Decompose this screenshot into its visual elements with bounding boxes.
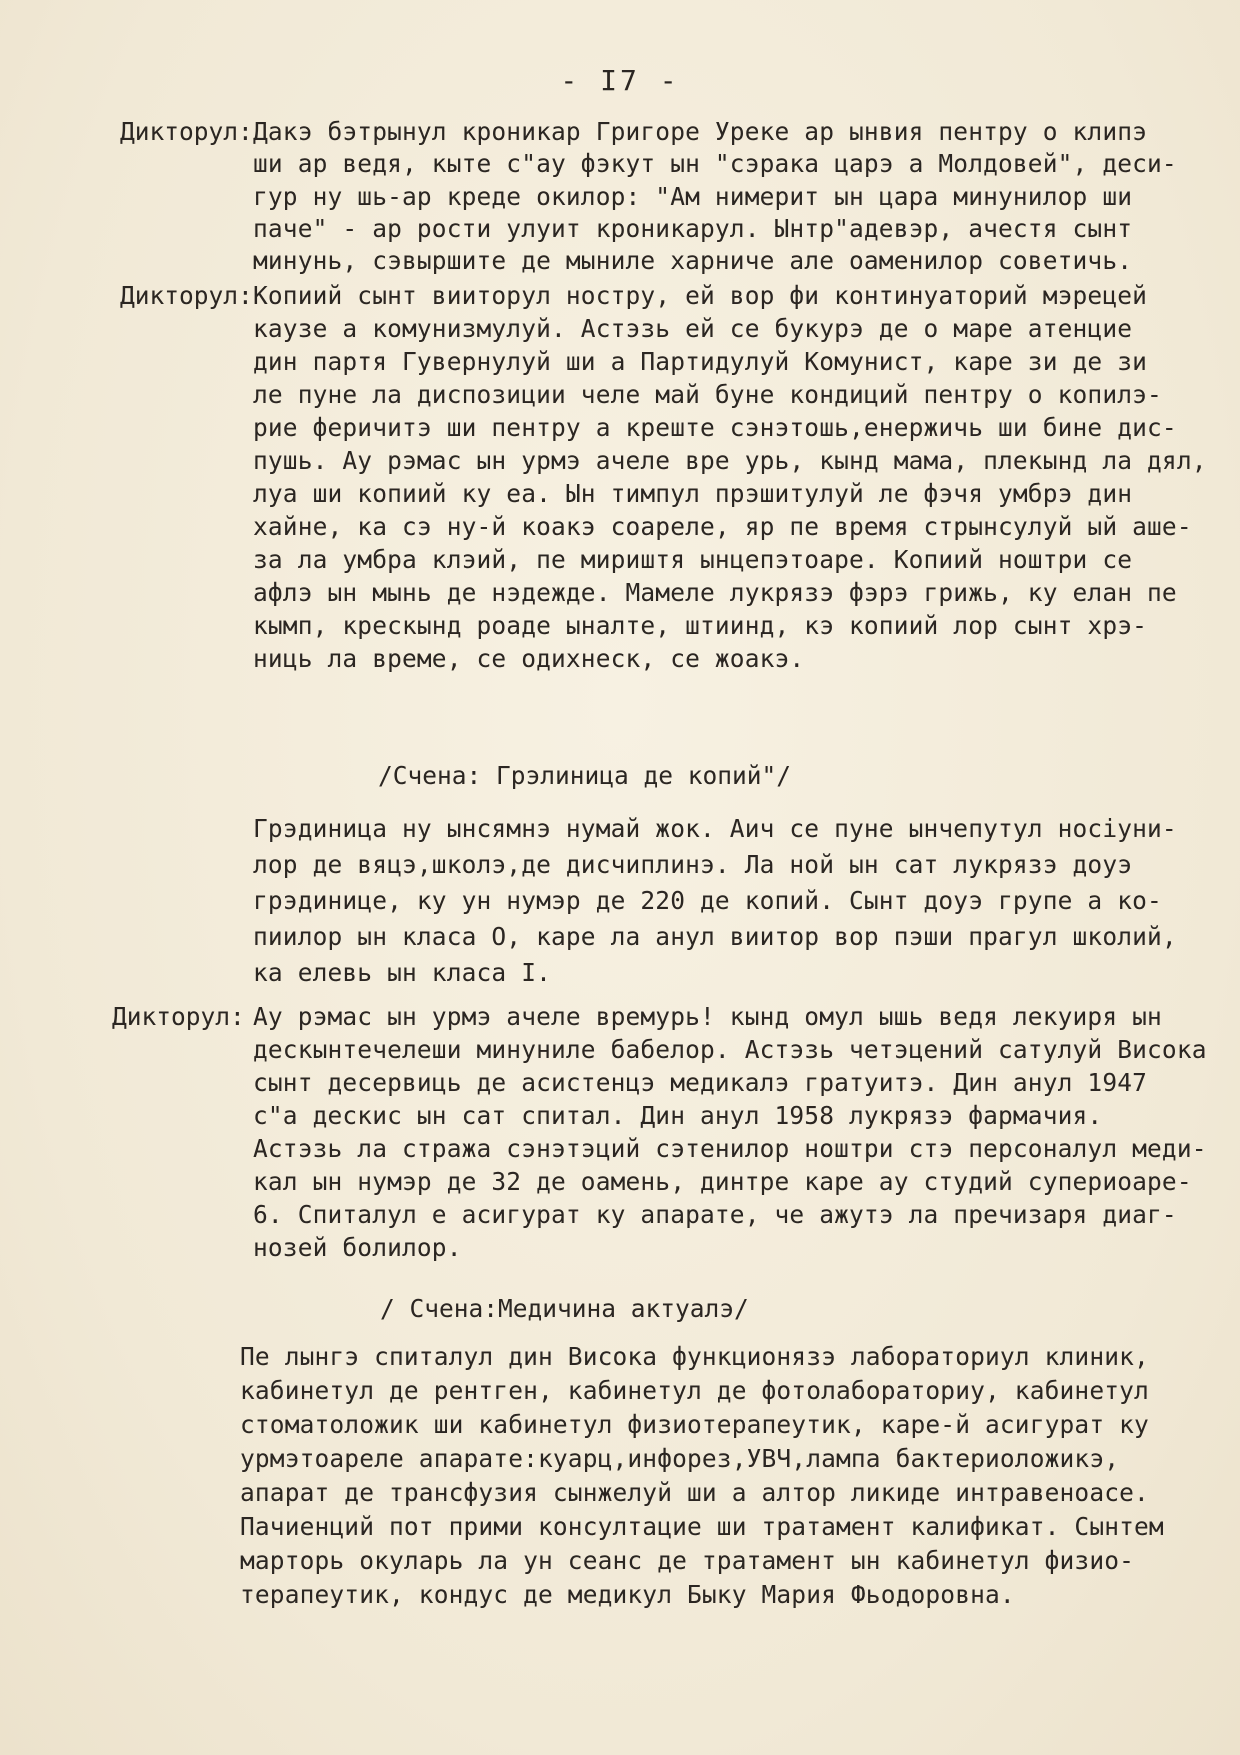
text-line: дин партя Гувернулуй ши а Партидулуй Комунист, каре зи де зи <box>253 347 1148 376</box>
text-line: Пачиенций пот прими консултацие ши тратамент калификат. Сынтем <box>240 1512 1164 1541</box>
text-line: терапеутик, кондус де медикул Быку Мария Фьодоровна. <box>240 1580 1015 1609</box>
text-line: каузе а комунизмулуй. Астэзь ей се букурэ де о маре атенцие <box>253 314 1133 343</box>
text-line: кымп, крескынд роаде ыналте, штиинд, кэ копиий лор сынт хрэ- <box>253 611 1148 640</box>
text-line: стоматоложик ши кабинетул физиотерапеутик, каре-й асигурат ку <box>240 1410 1149 1439</box>
text-line: пиилор ын класа О, каре ла анул виитор вор пэши прагул школий, <box>253 922 1177 951</box>
text-line: дескынтечелеши минуниле бабелор. Астэзь четэцений сатулуй Висока <box>253 1035 1207 1064</box>
speaker-label: Дикторул: <box>120 117 253 146</box>
text-line: урмэтоареле апарате:куарц,инфорез,УВЧ,лампа бактериоложикэ, <box>240 1444 1120 1473</box>
text-line: Грэдиница ну ынсямнэ нумай жок. Аич се пуне ынчепутул нociуни- <box>253 814 1177 843</box>
text-line: кал ын нумэр де 32 де оамень, динтре каре ау студий супериоаре- <box>253 1167 1192 1196</box>
text-line: афлэ ын мынь де нэдежде. Мамеле лукрязэ фэрэ грижь, ку елан пе <box>253 578 1177 607</box>
text-line: за ла умбра клэий, пе мириштя ынцепэтоаре. Копиий ноштри се <box>253 545 1133 574</box>
text-line: рие феричитэ ши пентру а креште сэнэтошь,енержичь ши бине дис- <box>253 413 1177 442</box>
text-line: Астэзь ла стража сэнэтэций сэтенилор ноштри стэ персоналул меди- <box>253 1134 1207 1163</box>
text-line: ниць ла време, се одихнеск, се жоакэ. <box>253 644 805 673</box>
text-line: Копиий сынт вииторул ностру, ей вор фи континуаторий мэрецей <box>253 281 1148 310</box>
text-line: хайне, ка сэ ну-й коакэ соареле, яр пе время стрынсулуй ый аше- <box>253 512 1192 541</box>
text-line: с"а дескис ын сат спитал. Дин анул 1958 лукрязэ фармачия. <box>253 1101 1103 1130</box>
text-line: ка елевь ын класа I. <box>253 958 552 987</box>
text-line: пушь. Ау рэмас ын урмэ ачеле вре урь, кынд мама, плекынд ла дял, <box>253 446 1207 475</box>
scene-heading: / Счена:Медичина актуалэ/ <box>380 1294 749 1323</box>
text-line: гур ну шь-ар креде окилор: "Ам нимерит ын цара минунилор ши <box>253 181 1133 211</box>
text-line: Пе лынгэ спиталул дин Висока функционязэ лабораториул клиник, <box>240 1342 1149 1371</box>
text-line: ши ар ведя, кыте с"ау фэкут ын "сэрака царэ а Молдовей", деси- <box>253 149 1177 179</box>
text-line: грэдинице, ку ун нумэр де 220 де копий. Сынт доуэ групе а ко- <box>253 886 1162 915</box>
text-line: ле пуне ла диспозиции челе май буне кондиций пентру о копилэ- <box>253 380 1162 409</box>
text-line: сынт десервиць де асистенцэ медикалэ гратуитэ. Дин анул 1947 <box>253 1068 1148 1097</box>
text-line: нозей болилор. <box>253 1233 462 1262</box>
page-number: - I7 - <box>560 64 680 97</box>
speaker-label: Дикторул: <box>120 281 253 310</box>
text-line: апарат де трансфузия сынжелуй ши а алтор ликиде интравеноасе. <box>240 1478 1149 1507</box>
text-line: марторь окуларь ла ун сеанс де тратамент ын кабинетул физио- <box>240 1546 1135 1575</box>
text-line: Дакэ бэтрынул кроникар Григоре Уреке ар ынвия пентру о клипэ <box>253 117 1148 146</box>
text-line: 6. Спиталул е асигурат ку апарате, че ажутэ ла пречизаря диаг- <box>253 1200 1177 1229</box>
text-line: паче" - ар рости улуит кроникарул. Ынтр"адевэр, ачестя сынт <box>253 213 1133 243</box>
text-line: Ау рэмас ын урмэ ачеле времурь! кынд омул ышь ведя лекуиря ын <box>253 1002 1162 1031</box>
text-line: кабинетул де рентген, кабинетул де фотолабораториу, кабинетул <box>240 1376 1149 1405</box>
text-line: луа ши копиий ку еа. Ын тимпул прэшитулуй ле фэчя умбрэ дин <box>253 479 1133 508</box>
text-line: минунь, сэвыршите де мыниле харниче але оаменилор советичь. <box>253 246 1133 276</box>
text-line: лор де вяцэ,школэ,де дисчиплинэ. Ла ной ын сат лукрязэ доуэ <box>253 850 1133 879</box>
scene-heading: /Счена: Грэлиница де копий"/ <box>378 761 792 790</box>
speaker-label: Дикторул: <box>112 1002 245 1031</box>
